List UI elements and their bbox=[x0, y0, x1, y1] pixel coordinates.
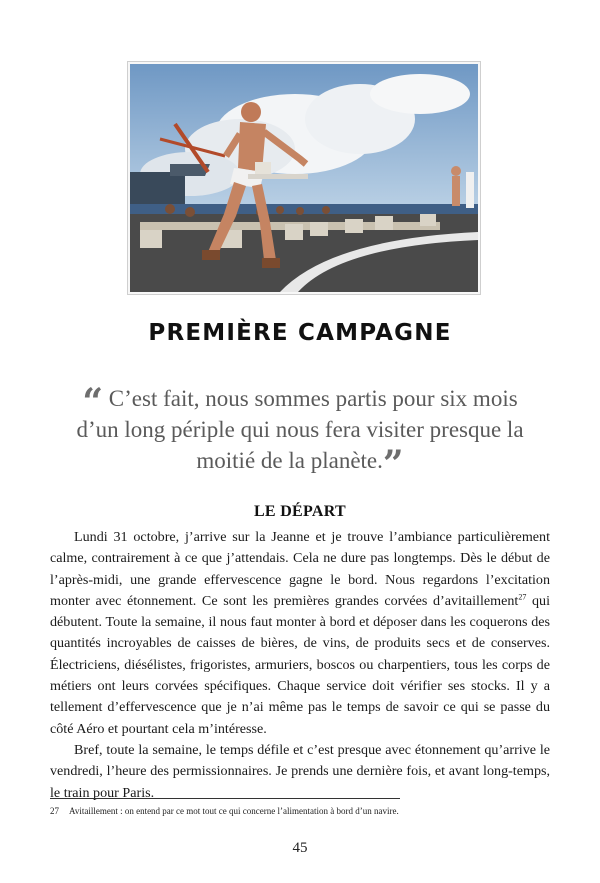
flight-deck-illustration bbox=[130, 64, 478, 292]
footnote-text: Avitaillement : on entend par ce mot tout ce qui concerne l’alimentation à bord d’un navire. bbox=[69, 806, 399, 816]
section-title: LE DÉPART bbox=[253, 503, 347, 520]
open-quote-mark: “ bbox=[82, 381, 104, 423]
footnote-number: 27 bbox=[50, 806, 59, 816]
footnote-ref[interactable]: 27 bbox=[518, 592, 527, 602]
footnote bbox=[50, 806, 399, 816]
body-text bbox=[50, 527, 550, 804]
footnote-divider bbox=[50, 798, 400, 799]
paragraph-1-part-1: Lundi 31 octobre, j’arrive sur la Jeanne et je trouve l’ambiance particulièrement calme, contrairement à ce que j’attendais. Cela ne dure pas longtemps. Dès le début de l’après-midi, une grande effervescence gagne le bord. Nous regardons l’excitation monter avec étonnement. Ce sont les premières grandes corvées d’avitaillement bbox=[50, 529, 550, 609]
quote-line-1: C’est fait, nous sommes partis pour six mois bbox=[108, 386, 518, 411]
page-number: 45 bbox=[292, 840, 308, 856]
pull-quote bbox=[54, 381, 546, 485]
quote-line-3: moitié de la planète. bbox=[196, 448, 383, 473]
paragraph-2: Bref, toute la semaine, le temps défile et c’est presque avec étonnement qu’arrive le vendredi, l’heure des permissionnaires. Je prends une dernière fois, et avant long-temps, le train pour Paris. bbox=[50, 741, 550, 801]
paragraph-1 bbox=[50, 527, 550, 740]
chapter-photo bbox=[128, 62, 480, 294]
chapter-title: PREMIÈRE CAMPAGNE bbox=[148, 320, 452, 346]
paragraph-1-part-2: qui débutent. Toute la semaine, il nous faut monter à bord et déposer dans les coquerons des quantités incroyables de caisses de bières, de vins, de produits secs et de conserves. Électriciens, diésélistes, frigoristes, armuriers, boscos ou charpentiers, tous les corps de métiers ont leurs corvées spécifiques. Chaque service doit vérifier ses stocks. Il y a tellement d’effervescence que je n’ai même pas le temps de savoir ce qui se passe du côté Aéro et pourtant cela m’intéresse. bbox=[50, 592, 550, 737]
quote-line-2: d’un long périple qui nous fera visiter presque la bbox=[76, 417, 524, 442]
close-quote-mark: ” bbox=[382, 443, 404, 485]
